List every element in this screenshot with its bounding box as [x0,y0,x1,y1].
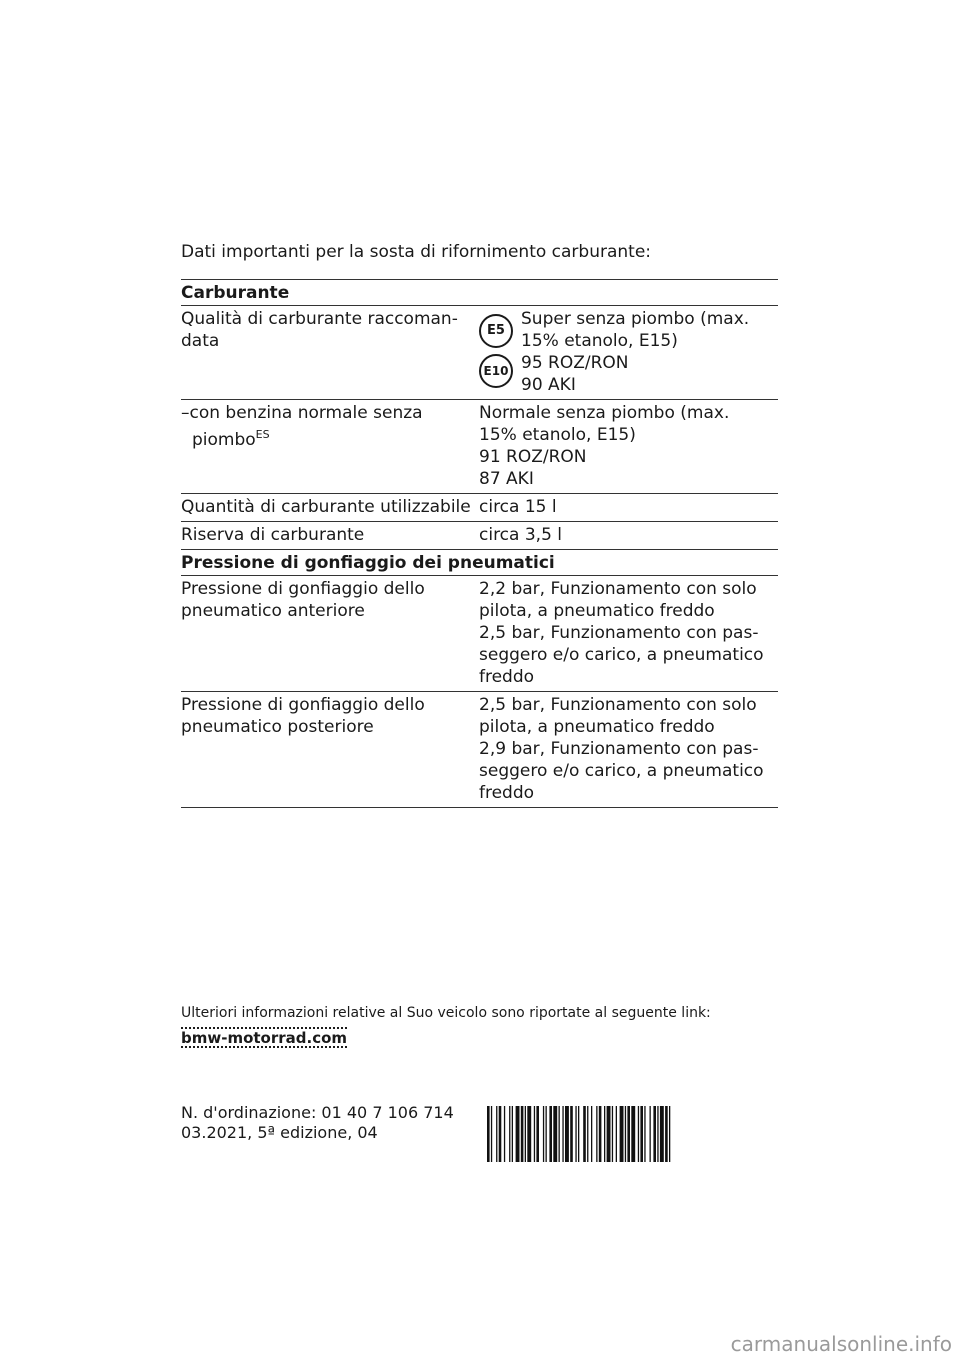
normal-fuel-value: Normale senza piombo (max. [479,403,730,423]
front-tyre-label: Pressione di gonfiaggio dello [181,579,425,599]
usable-fuel-value: circa 15 l [479,497,557,517]
e5-icon: E5 [479,314,513,348]
front-tyre-value: 2,2 bar, Funzionamento con solo [479,579,757,599]
e10-icon: E10 [479,354,513,388]
rear-tyre-label: pneumatico posteriore [181,717,374,737]
table-row-usable-fuel [181,493,778,521]
table-row-rear-tyre [181,691,778,808]
edition: 03.2021, 5ª edizione, 04 [181,1123,378,1142]
usable-fuel-label: Quantità di carburante utilizzabile [181,497,471,517]
normal-fuel-value: 15% etanolo, E15) [479,425,636,445]
rear-tyre-value: pilota, a pneumatico freddo [479,717,715,737]
table-row-reserve [181,521,778,549]
front-tyre-label: pneumatico anteriore [181,601,365,621]
rear-tyre-value: seggero e/o carico, a pneumatico [479,761,764,781]
fuel-quality-value: 95 ROZ/RON [521,353,629,373]
fuel-quality-value: 90 AKI [521,375,576,395]
front-tyre-value: seggero e/o carico, a pneumatico [479,645,764,665]
rear-tyre-value: 2,5 bar, Funzionamento con solo [479,695,757,715]
footnote: Ulteriori informazioni relative al Suo veicolo sono riportate al seguente link: [181,1005,711,1021]
data-table [181,279,778,808]
rear-tyre-label: Pressione di gonfiaggio dello [181,695,425,715]
front-tyre-value: 2,5 bar, Funzionamento con pas- [479,623,759,643]
watermark: carmanualsonline.info [730,1332,952,1356]
section-heading-fuel: Carburante [181,279,778,305]
normal-fuel-label-2: piombo [192,430,256,450]
country-code-sup: ES [255,428,270,441]
table-row-fuel-quality [181,305,778,399]
normal-fuel-value: 91 ROZ/RON [479,447,587,467]
barcode-icon [487,1106,777,1162]
intro-text: Dati importanti per la sosta di rifornimento carburante: [181,242,652,262]
front-tyre-value: pilota, a pneumatico freddo [479,601,715,621]
normal-fuel-value: 87 AKI [479,469,534,489]
website-link[interactable]: bmw-motorrad.com [181,1029,348,1047]
fuel-quality-label: Qualità di carburante raccoman- [181,309,458,329]
reserve-value: circa 3,5 l [479,525,563,545]
fuel-quality-label-2: data [181,331,220,351]
rear-tyre-value: 2,9 bar, Funzionamento con pas- [479,739,759,759]
normal-fuel-label: –con benzina normale senza [181,403,423,423]
order-number: N. d'ordinazione: 01 40 7 106 714 [181,1103,454,1122]
rear-tyre-value: freddo [479,783,535,803]
reserve-label: Riserva di carburante [181,525,365,545]
fuel-quality-value: Super senza piombo (max. [521,309,750,329]
fuel-quality-value: 15% etanolo, E15) [521,331,678,351]
front-tyre-value: freddo [479,667,535,687]
table-row-front-tyre [181,575,778,691]
table-row-normal-fuel [181,399,778,493]
order-info [181,1103,454,1143]
section-heading-tyres: Pressione di gonfiaggio dei pneumatici [181,549,778,575]
